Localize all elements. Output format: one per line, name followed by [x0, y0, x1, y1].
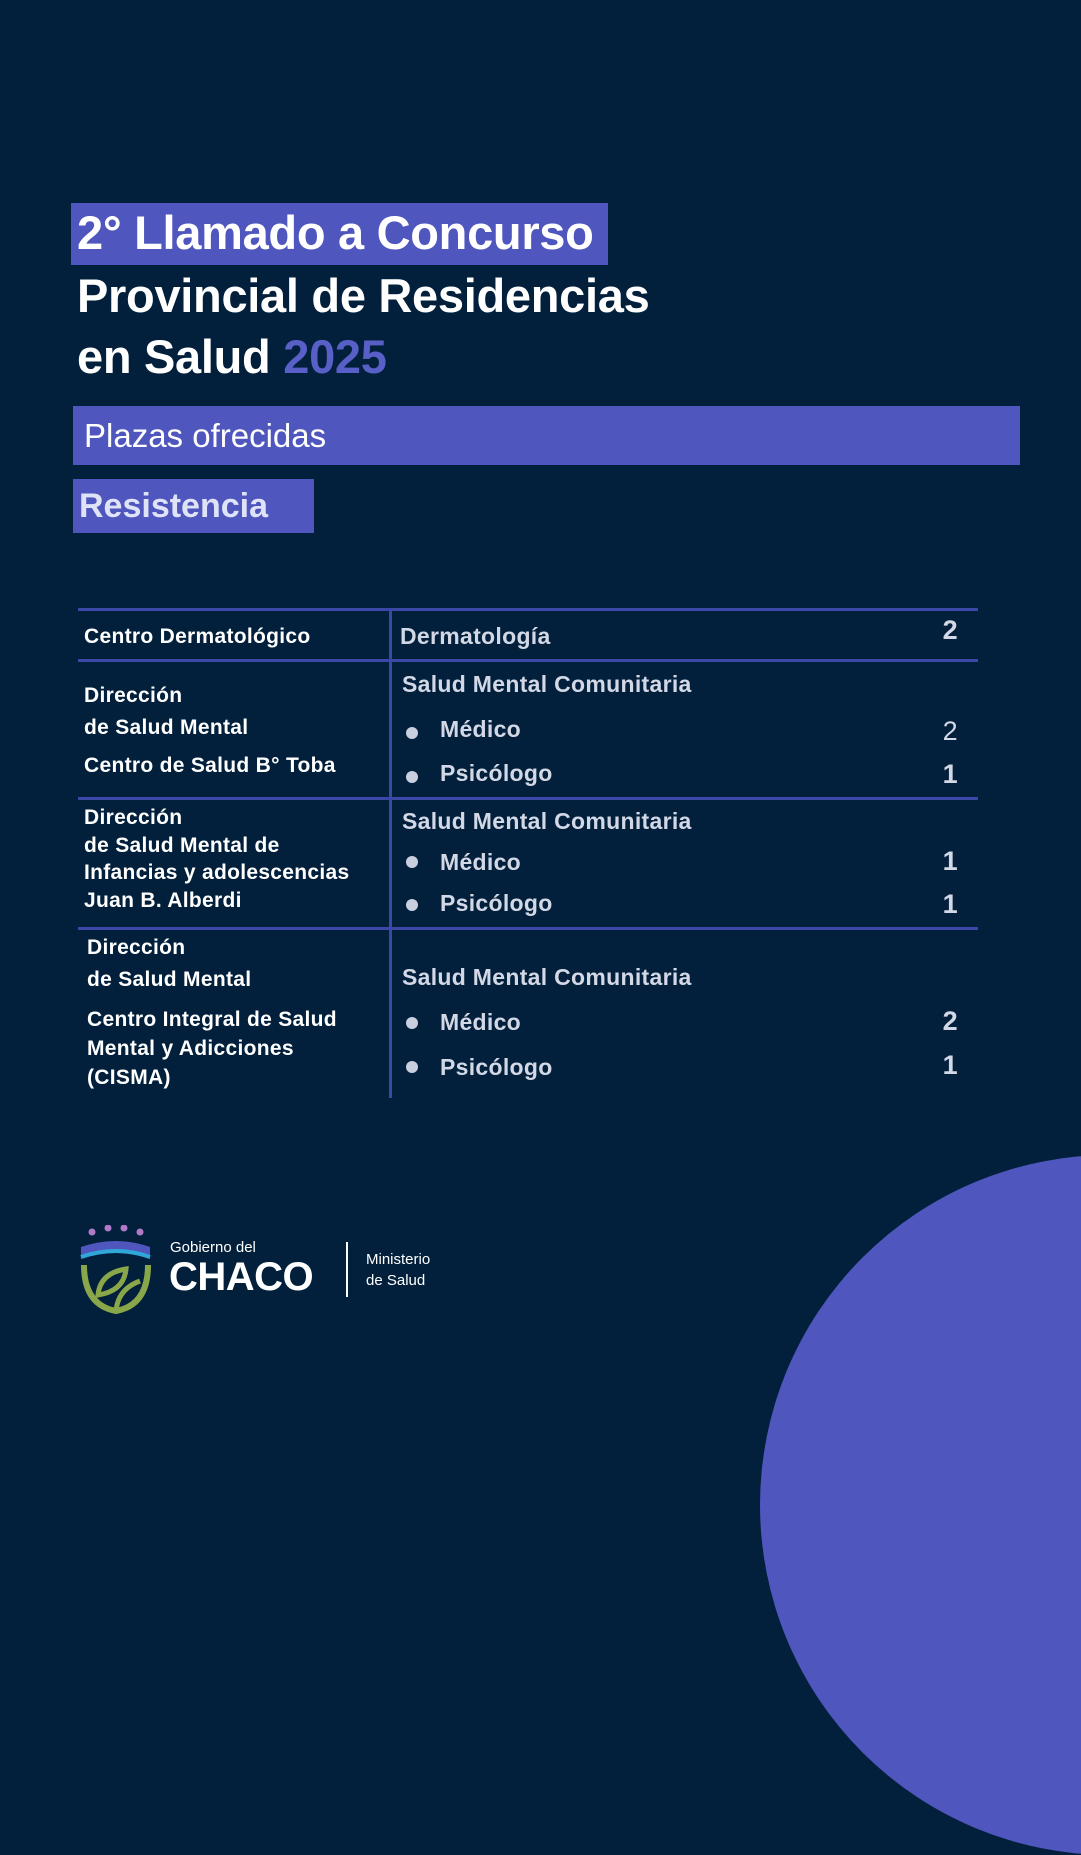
- logo-gov-small: Gobierno del: [170, 1239, 256, 1256]
- row3-institution-line4: Juan B. Alberdi: [84, 889, 242, 912]
- row1-specialty: Dermatología: [400, 623, 551, 649]
- row2-role2-count: 1: [942, 759, 958, 789]
- table-column-divider: [389, 608, 392, 1098]
- row4-institution-line3: Centro Integral de Salud: [87, 1008, 337, 1031]
- title-year: 2025: [283, 330, 387, 383]
- section-title: Plazas ofrecidas: [73, 406, 1020, 465]
- chaco-emblem-icon: [78, 1225, 154, 1315]
- logo-ministry-line1: Ministerio: [366, 1251, 431, 1268]
- row4-specialty: Salud Mental Comunitaria: [402, 964, 692, 990]
- row3-institution-line3: Infancias y adolescencias: [84, 861, 350, 884]
- table-divider: [78, 927, 978, 930]
- row2-institution-line1: Dirección: [84, 684, 183, 707]
- row2-role2-label: Psicólogo: [440, 760, 553, 786]
- table-divider: [78, 608, 978, 611]
- table-divider: [78, 797, 978, 800]
- row3-specialty: Salud Mental Comunitaria: [402, 808, 692, 834]
- row2-role1-label: Médico: [440, 716, 522, 742]
- row2-role1-count: 2: [942, 716, 958, 746]
- table-divider: [78, 659, 978, 662]
- row4-role2-label: Psicólogo: [440, 1054, 553, 1080]
- row3-role1-label: Médico: [440, 849, 522, 875]
- row4-role1-count: 2: [942, 1006, 958, 1036]
- row2-institution-line2: de Salud Mental: [84, 716, 249, 739]
- row1-count: 2: [942, 615, 958, 645]
- logo-ministry-line2: de Salud: [366, 1272, 426, 1289]
- title-line-1: 2° Llamado a Concurso: [77, 202, 649, 265]
- row4-role1-label: Médico: [440, 1009, 522, 1035]
- page-title: [77, 202, 649, 387]
- row3-role1-count: 1: [942, 846, 958, 876]
- row2-specialty: Salud Mental Comunitaria: [402, 671, 692, 697]
- row4-institution-line5: (CISMA): [87, 1066, 171, 1089]
- row2-institution-line3: Centro de Salud B° Toba: [84, 754, 336, 777]
- row4-institution-line1: Dirección: [87, 936, 186, 959]
- row4-institution-line2: de Salud Mental: [87, 968, 252, 991]
- bullet-icon: [406, 899, 418, 911]
- city-tag: Resistencia: [73, 479, 314, 533]
- title-line-3: en Salud 2025: [77, 330, 387, 383]
- title-line-2: Provincial de Residencias: [77, 269, 650, 322]
- bullet-icon: [406, 771, 418, 783]
- bullet-icon: [406, 727, 418, 739]
- row3-role2-count: 1: [942, 889, 958, 919]
- bullet-icon: [406, 1017, 418, 1029]
- bullet-icon: [406, 856, 418, 868]
- decorative-circle: [760, 1155, 1081, 1855]
- chaco-government-logo: [78, 1225, 478, 1315]
- row4-institution-line4: Mental y Adicciones: [87, 1037, 294, 1060]
- row3-institution-line1: Dirección: [84, 806, 183, 829]
- row3-institution-line2: de Salud Mental de: [84, 834, 280, 857]
- bullet-icon: [406, 1061, 418, 1073]
- logo-gov-big: CHACO: [169, 1255, 314, 1299]
- row1-institution: Centro Dermatológico: [84, 625, 311, 648]
- row3-role2-label: Psicólogo: [440, 890, 553, 916]
- plazas-table: [78, 608, 978, 1100]
- logo-separator: [346, 1242, 348, 1297]
- row4-role2-count: 1: [942, 1050, 958, 1080]
